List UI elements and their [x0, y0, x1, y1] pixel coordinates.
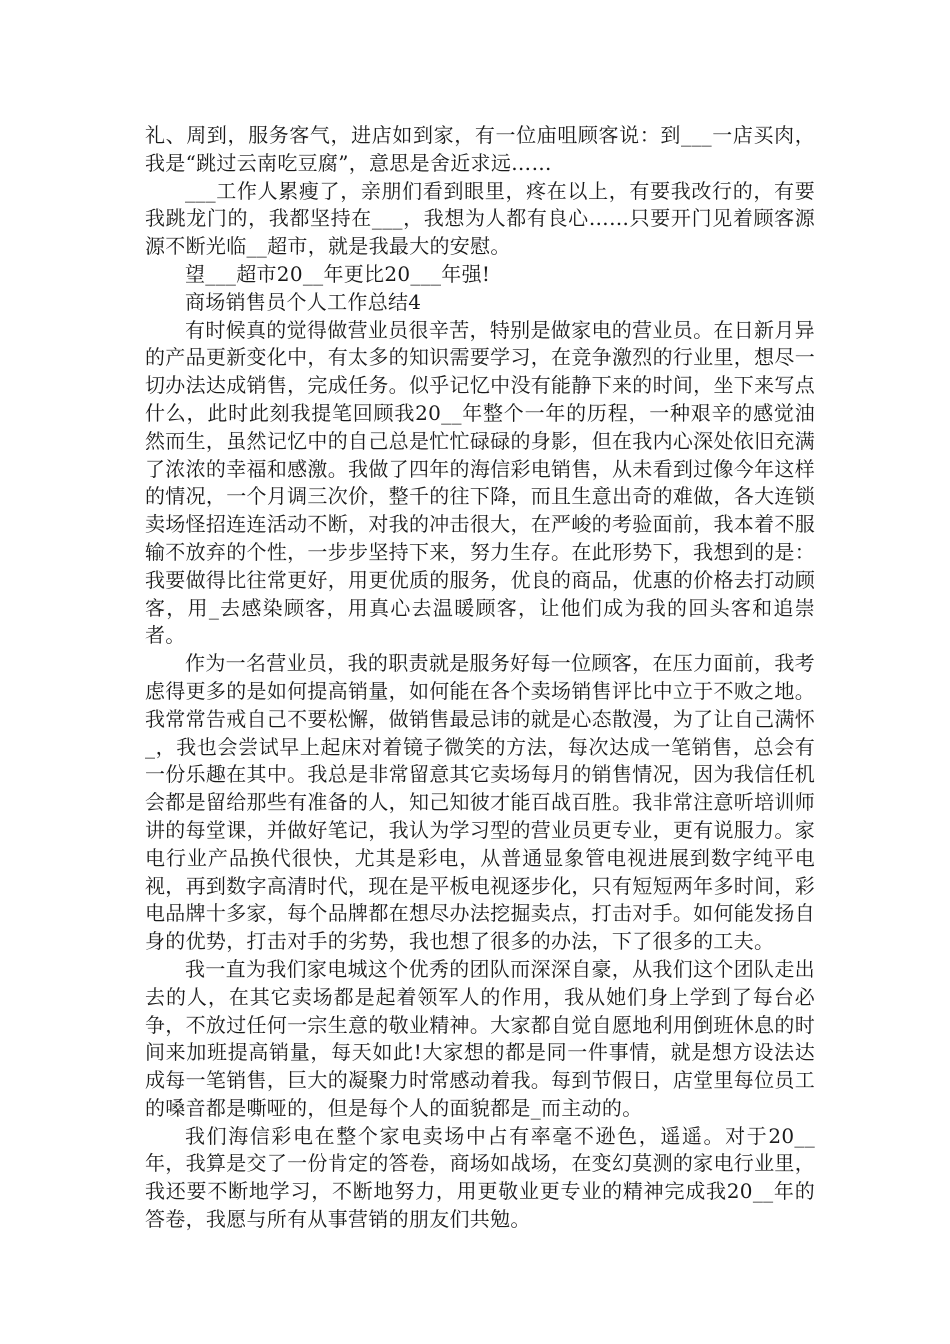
paragraph-2: ___工作人累瘦了，亲朋们看到眼里，疼在以上，有要我改行的，有要我跳龙门的，我都坚持在___，我想为人都有良心……只要开门见着顾客源源不断光临__超市，就是我最大的安慰。 — [145, 178, 815, 259]
paragraph-5: 有时候真的觉得做营业员很辛苦，特别是做家电的营业员。在日新月异的产品更新变化中，有太多的知识需要学习，在竞争激烈的行业里，想尽一切办法达成销售，完成任务。似乎记忆中没有能静下来的时间，坐下来写点什么，此时此刻我提笔回顾我20__年整个一年的历程，一种艰辛的感觉油然而生，虽然记忆中的自己总是忙忙碌碌的身影，但在我内心深处依旧充满了浓浓的幸福和感激。我做了四年的海信彩电销售，从未看到过像今年这样的情况，一个月调三次价，整千的往下降，而且生意出奇的难做，各大连锁卖场怪招连连活动不断，对我的冲击很大，在严峻的考验面前，我本着不服输不放弃的个性，一步步坚持下来，努力生存。在此形势下，我想到的是：我要做得比往常更好，用更优质的服务，优良的商品，优惠的价格去打动顾客，用_去感染顾客，用真心去温暖顾客，让他们成为我的回头客和追崇者。 — [145, 317, 815, 648]
document-page — [145, 122, 815, 1234]
paragraph-7: 我一直为我们家电城这个优秀的团队而深深自豪，从我们这个团队走出去的人，在其它卖场都是起着领军人的作用，我从她们身上学到了每台必争，不放过任何一宗生意的敬业精神。大家都自觉自愿地利用倒班休息的时间来加班提高销量，每天如此!大家想的都是同一件事情，就是想方设法达成每一笔销售，巨大的凝聚力时常感动着我。每到节假日，店堂里每位员工的嗓音都是嘶哑的，但是每个人的面貌都是_而主动的。 — [145, 956, 815, 1120]
paragraph-6: 作为一名营业员，我的职责就是服务好每一位顾客，在压力面前，我考虑得更多的是如何提高销量，如何能在各个卖场销售评比中立于不败之地。我常常告戒自己不要松懈，做销售最忌讳的就是心态散漫，为了让自己满怀_，我也会尝试早上起床对着镜子微笑的方法，每次达成一笔销售，总会有一份乐趣在其中。我总是非常留意其它卖场每月的销售情况，因为我信任机会都是留给那些有准备的人，知己知彼才能百战百胜。我非常注意听培训师讲的每堂课，并做好笔记，我认为学习型的营业员更专业，更有说服力。家电行业产品换代很快，尤其是彩电，从普通显象管电视进展到数字纯平电视，再到数字高清时代，现在是平板电视逐步化，只有短短两年多时间，彩电品牌十多家，每个品牌都在想尽办法挖掘卖点，打击对手。如何能发扬自身的优势，打击对手的劣势，我也想了很多的办法，下了很多的工夫。 — [145, 651, 815, 954]
paragraph-3: 望___超市20__年更比20___年强! — [185, 261, 491, 286]
section-heading: 商场销售员个人工作总结4 — [185, 289, 422, 314]
paragraph-8: 我们海信彩电在整个家电卖场中占有率毫不逊色，遥遥。对于20__年，我算是交了一份肯定的答卷，商场如战场，在变幻莫测的家电行业里，我还要不断地学习，不断地努力，用更敬业更专业的精神完成我20__年的答卷，我愿与所有从事营销的朋友们共勉。 — [145, 1123, 815, 1232]
paragraph-1: 礼、周到，服务客气，进店如到家，有一位庙咀顾客说：到___一店买肉，我是“跳过云南吃豆腐”，意思是舍近求远…… — [145, 123, 815, 175]
